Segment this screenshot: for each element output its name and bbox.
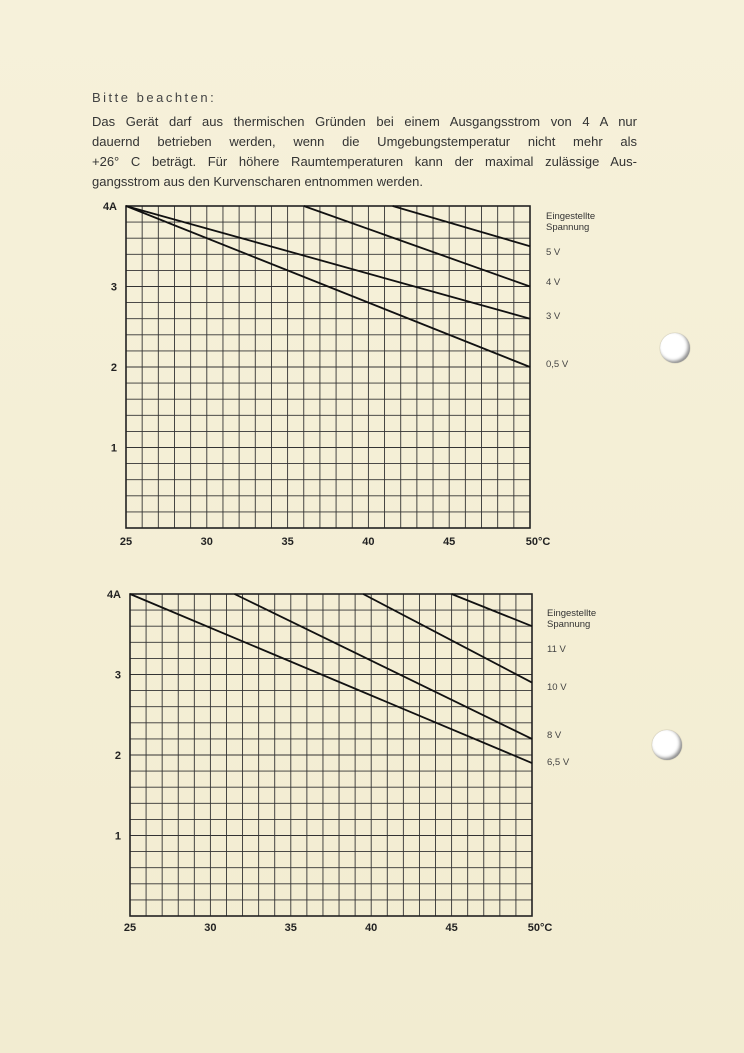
series-label: 10 V [547, 682, 567, 693]
x-tick-label: 40 [362, 536, 375, 548]
x-tick-label: 25 [123, 922, 137, 934]
series-line [235, 594, 532, 739]
x-tick-label: 40 [365, 922, 378, 934]
series-label: 11 V [547, 644, 566, 655]
x-tick-label: 45 [443, 536, 456, 548]
punch-hole-lower [652, 730, 682, 760]
legend-title-line: Eingestellte [547, 608, 597, 619]
note-line: dauernd betrieben werden, wenn die Umgebungstemperatur nicht mehr als [92, 134, 637, 149]
legend-title-line: Spannung [546, 222, 590, 233]
series-label: 8 V [547, 730, 562, 741]
note-line: gangsstrom aus den Kurvenscharen entnommen werden. [92, 174, 423, 189]
series-label: 0,5 V [546, 359, 569, 370]
y-tick-label: 2 [110, 362, 117, 374]
note-line: Das Gerät darf aus thermischen Gründen bei einem Ausgangsstrom von 4 A nur [92, 114, 637, 129]
x-tick-label: 35 [284, 922, 297, 934]
x-tick-label: 25 [119, 536, 133, 548]
legend-title-line: Spannung [547, 619, 591, 630]
y-tick-label: 1 [110, 442, 117, 455]
x-tick-label: 30 [200, 536, 213, 548]
y-tick-label: 4A [106, 589, 121, 601]
x-tick-label: 30 [204, 922, 217, 934]
punch-hole-upper [660, 333, 690, 363]
series-label: 5 V [546, 247, 561, 258]
note-line: +26° C beträgt. Für höhere Raumtemperaturen kann der maximal zulässige Aus- [92, 154, 637, 169]
y-tick-label: 3 [110, 281, 117, 294]
x-tick-label: 50°C [527, 922, 553, 934]
y-tick-label: 3 [114, 669, 121, 682]
legend-title-line: Eingestellte [546, 211, 596, 222]
x-tick-label: 45 [445, 922, 458, 934]
series-label: 6,5 V [547, 757, 570, 768]
y-tick-label: 1 [114, 830, 121, 843]
x-tick-label: 50°C [525, 536, 551, 548]
y-tick-label: 4A [102, 201, 117, 213]
y-tick-label: 2 [114, 750, 121, 762]
x-tick-label: 35 [281, 536, 294, 548]
note-heading: Bitte beachten: [92, 90, 217, 105]
series-label: 4 V [546, 277, 561, 288]
chart-grid [130, 594, 532, 916]
series-label: 3 V [546, 311, 561, 322]
series-line [130, 594, 532, 763]
